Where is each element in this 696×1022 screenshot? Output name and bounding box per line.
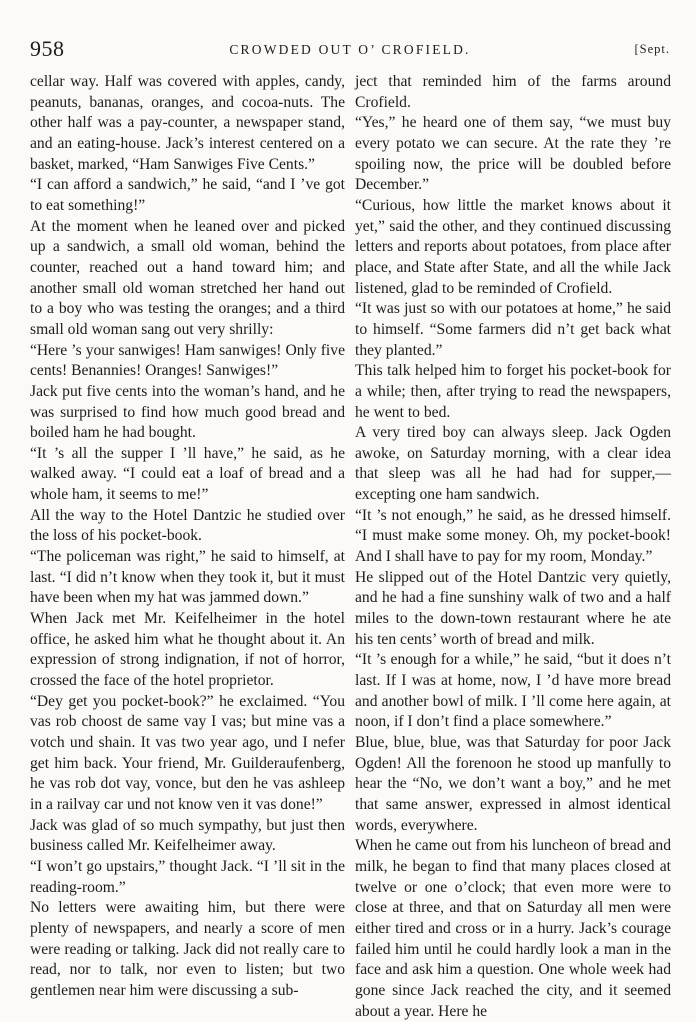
paragraph: ject that reminded him of the farms around Crofield.: [355, 73, 671, 111]
right-column: [355, 72, 671, 1022]
paragraph: This talk helped him to forget his pocket-book for a while; then, after trying to read the newspapers, he went to bed.: [355, 362, 671, 421]
running-title: CROWDED OUT O’ CROFIELD.: [229, 42, 471, 57]
paragraph: “The policeman was right,” he said to himself, at last. “I did n’t know when they took it, but it must have been when my hat was jammed down.”: [30, 548, 345, 607]
paragraph: At the moment when he leaned over and picked up a sandwich, a small old woman, behind the counter, reached out a hand toward him; and another small old woman stretched her hand out to a boy who was testing the oranges; and a third small old woman sang out very shrilly:: [30, 217, 345, 338]
paragraph: “It was just so with our potatoes at home,” he said to himself. “Some farmers did n’t get back what they planted.”: [355, 300, 671, 359]
paragraph: “I won’t go upstairs,” thought Jack. “I ’ll sit in the reading-room.”: [30, 857, 345, 896]
paragraph: Blue, blue, blue, was that Saturday for poor Jack Ogden! All the forenoon he stood up manfully to hear the “No, we don’t want a boy,” and he met that same answer, expressed in almost identical words, everywhere.: [355, 734, 671, 834]
paragraph: “I can afford a sandwich,” he said, “and I ’ve got to eat something!”: [30, 176, 345, 214]
paragraph: “Here ’s your sanwiges! Ham sanwiges! Only five cents! Benannies! Oranges! Sanwiges!”: [30, 341, 345, 380]
paragraph: No letters were awaiting him, but there were plenty of newspapers, and nearly a score of men were reading or talking. Jack did not really care to read, nor to talk, nor even to listen; but two gentlemen near him were discussing a sub-: [30, 899, 345, 999]
paragraph: cellar way. Half was covered with apples, candy, peanuts, bananas, oranges, and cocoa-nuts. The other half was a pay-counter, a newspaper stand, and an eating-house. Jack’s interest centered on a basket, marked, “Ham Sanwiges Five Cents.”: [30, 73, 345, 173]
page-number: 958: [30, 36, 65, 61]
paragraph: When Jack met Mr. Keifelheimer in the hotel office, he asked him what he thought about it. An expression of strong indignation, if not of horror, crossed the face of the hotel proprietor.: [30, 610, 345, 690]
paragraph: “Curious, how little the market knows about it yet,” said the other, and they continued discussing letters and reports about potatoes, from place after place, and State after State, and all the while Jack listened, glad to be reminded of Crofield.: [355, 196, 671, 297]
paragraph: Jack was glad of so much sympathy, but just then business called Mr. Keifelheimer away.: [30, 816, 345, 855]
paragraph: “It ’s enough for a while,” he said, “but it does n’t last. If I was at home, now, I ’d have more bread and another bowl of milk. I ’ll come here again, at noon, if I don’t find a place somewhere.”: [355, 651, 671, 731]
paragraph: “Dey get you pocket-book?” he exclaimed. “You vas rob choost de same vay I vas; but mine vas a votch und shain. It vas two year ago, und I nefer get him back. Your friend, Mr. Guilderaufenberg, he vas rob dot vay, vonce, but den he vas ashleep in a railvay car und not know ven it vas done!”: [30, 692, 345, 813]
page-header: [30, 36, 670, 70]
issue-month: [Sept.: [634, 42, 670, 56]
paragraph: “Yes,” he heard one of them say, “we must buy every potato we can secure. At the rate they ’re spoiling now, the price will be doubled before December.”: [355, 114, 671, 194]
left-column: [30, 72, 345, 1002]
paragraph: All the way to the Hotel Dantzic he studied over the loss of his pocket-book.: [30, 506, 345, 545]
paragraph: “It ’s all the supper I ’ll have,” he said, as he walked away. “I could eat a loaf of bread and a whole ham, it seems to me!”: [30, 444, 345, 504]
paragraph: A very tired boy can always sleep. Jack Ogden awoke, on Saturday morning, with a clear idea that sleep was all he had had for supper,—excepting one ham sandwich.: [355, 424, 671, 504]
paragraph: He slipped out of the Hotel Dantzic very quietly, and he had a fine sunshiny walk of two and a half miles to the down-town restaurant where he ate his ten cents’ worth of bread and milk.: [355, 568, 671, 648]
paragraph: Jack put five cents into the woman’s hand, and he was surprised to find how much good bread and boiled ham he had bought.: [30, 382, 345, 442]
paragraph: When he came out from his luncheon of bread and milk, he began to find that many places closed at twelve or one o’clock; that even more were to close at three, and that on Saturday all men were either tired and cross or in a hurry. Jack’s courage failed him until he could hardly look a man in the face and ask him a question. One whole week had gone since Jack reached the city, and it seemed about a year. Here he: [355, 837, 671, 1020]
paragraph: “It ’s not enough,” he said, as he dressed himself. “I must make some money. Oh, my pocket-book! And I shall have to pay for my room, Monday.”: [355, 506, 671, 566]
